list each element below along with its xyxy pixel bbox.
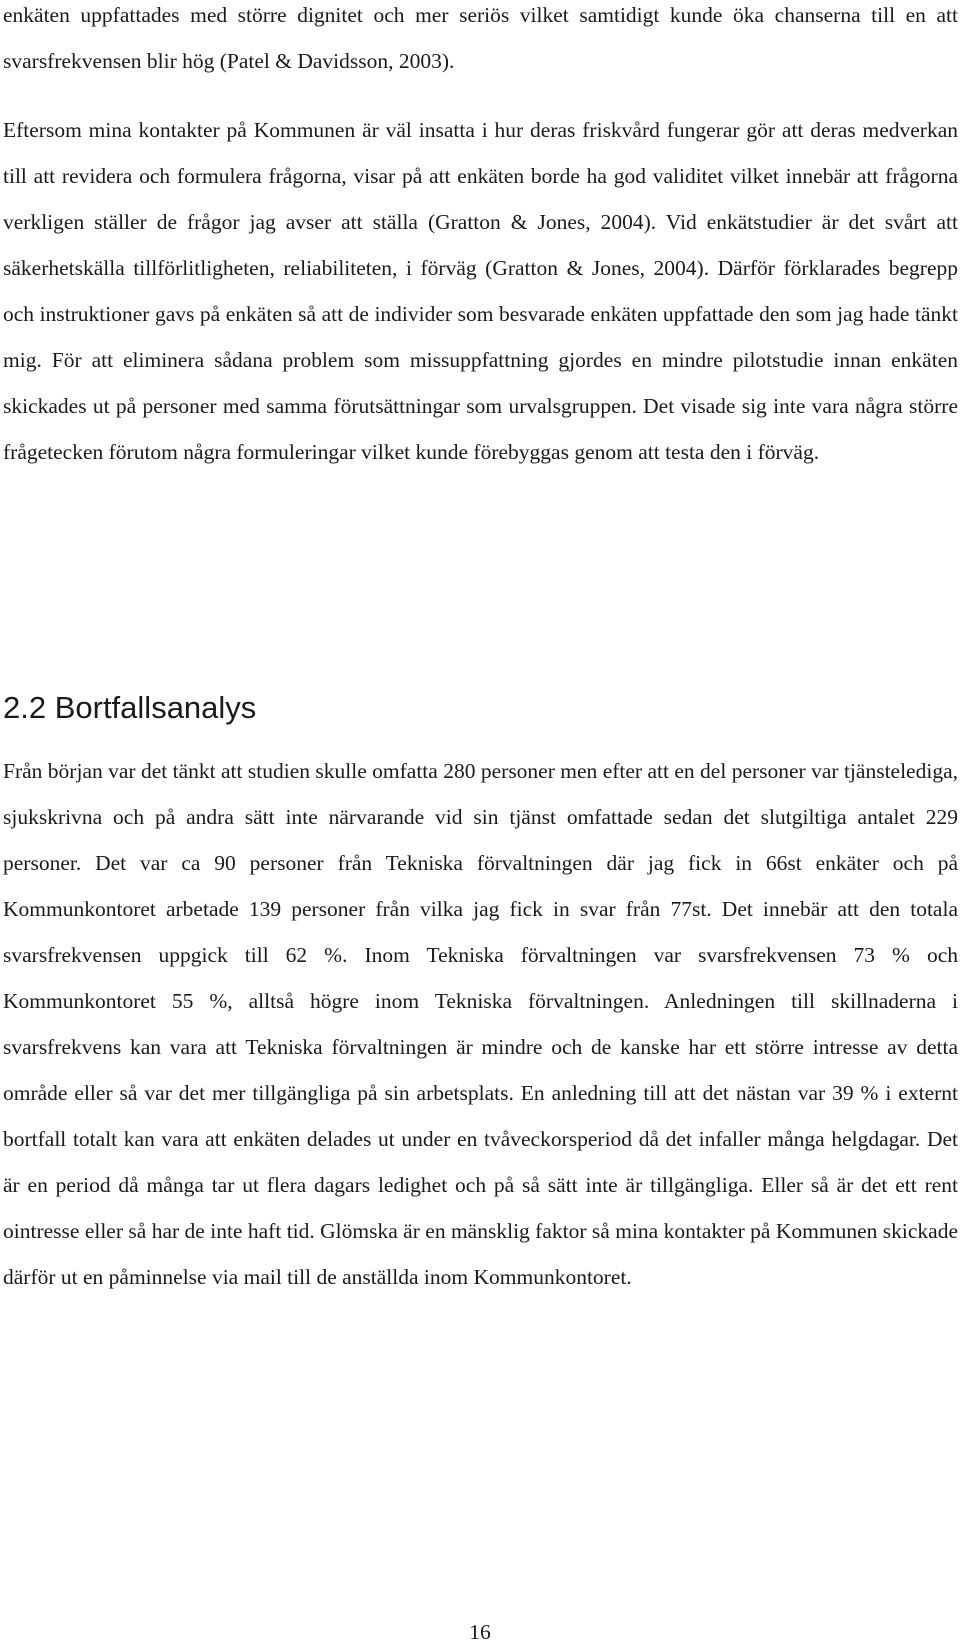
validity-paragraph-block <box>3 107 958 475</box>
continued-paragraph-block <box>3 0 958 84</box>
continued-paragraph: enkäten uppfattades med större dignitet och mer seriös vilket samtidigt kunde öka chanserna till en att svarsfrekvensen blir hög (Patel & Davidsson, 2003). <box>3 3 958 73</box>
validity-paragraph: Eftersom mina kontakter på Kommunen är väl insatta i hur deras friskvård fungerar gör att deras medverkan till att revidera och formulera frågorna, visar på att enkäten borde ha god validitet vilket innebär att frågorna verkligen ställer de frågor jag avser att ställa (Gratton & Jones, 2004). Vid enkätstudier är det svårt att säkerhetskälla tillförlitligheten, reliabiliteten, i förväg (Gratton & Jones, 2004). Därför förklarades begrepp och instruktioner gavs på enkäten så att de individer som besvarade enkäten uppfattade den som jag hade tänkt mig. För att eliminera sådana problem som missuppfattning gjordes en mindre pilotstudie innan enkäten skickades ut på personer med samma förutsättningar som urvalsgruppen. Det visade sig inte vara några större frågetecken förutom några formuleringar vilket kunde förebyggas genom att testa den i förväg. <box>3 118 958 464</box>
dropout-paragraph: Från början var det tänkt att studien skulle omfatta 280 personer men efter att en del personer var tjänstelediga, sjukskrivna och på andra sätt inte närvarande vid sin tjänst omfattade sedan det slutgiltiga antalet 229 personer. Det var ca 90 personer från Tekniska förvaltningen där jag fick in 66st enkäter och på Kommunkontoret arbetade 139 personer från vilka jag fick in svar från 77st. Det innebär att den totala svarsfrekvensen uppgick till 62 %. Inom Tekniska förvaltningen var svarsfrekvensen 73 % och Kommunkontoret 55 %, alltså högre inom Tekniska förvaltningen. Anledningen till skillnaderna i svarsfrekvens kan vara att Tekniska förvaltningen är mindre och de kanske har ett större intresse av detta område eller så var det mer tillgängliga på sin arbetsplats. En anledning till att det nästan var 39 % i externt bortfall totalt kan vara att enkäten delades ut under en tvåveckorsperiod då det infaller många helgdagar. Det är en period då många tar ut flera dagars ledighet och på så sätt inte är tillgängliga. Eller så är det ett rent ointresse eller så har de inte haft tid. Glömska är en mänsklig faktor så mina kontakter på Kommunen skickade därför ut en påminnelse via mail till de anställda inom Kommunkontoret. <box>3 759 958 1289</box>
page-number: 16 <box>469 1620 491 1644</box>
section-heading: 2.2 Bortfallsanalys <box>3 690 257 725</box>
dropout-paragraph-block <box>3 748 958 1300</box>
